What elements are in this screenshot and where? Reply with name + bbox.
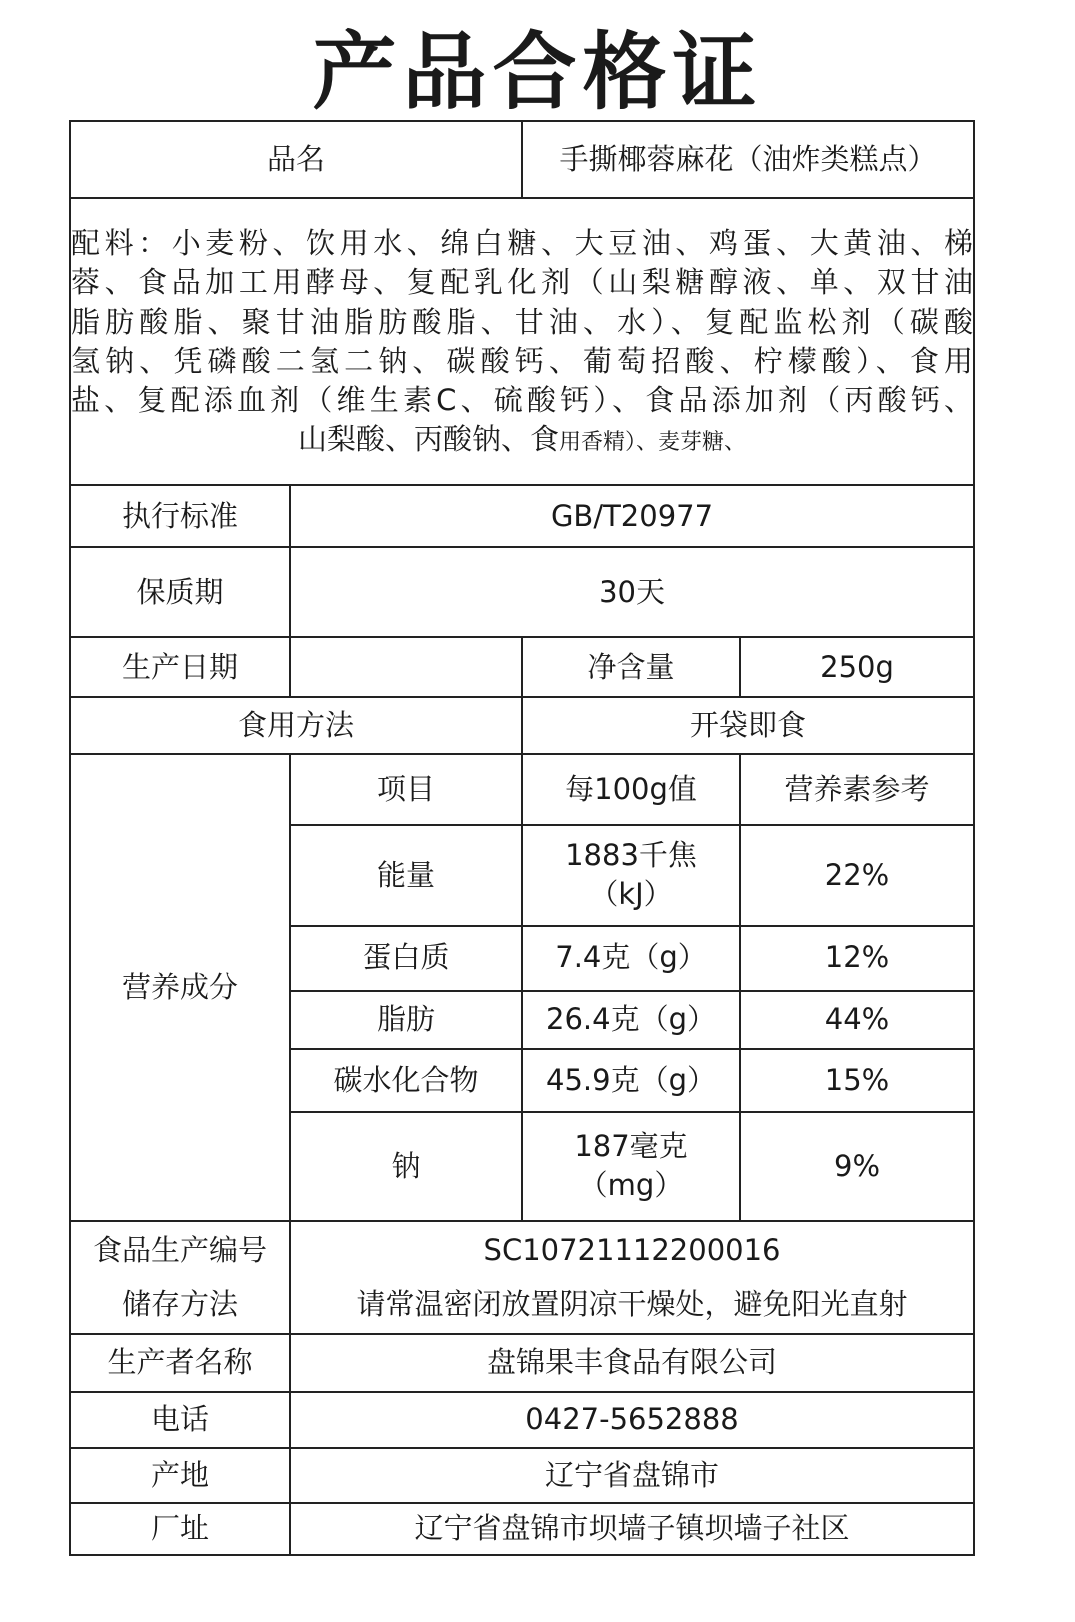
ingredients-line: 脂肪酸脂、聚甘油脂肪酸脂、甘油、水）、复配监松剂（碳酸 bbox=[71, 304, 974, 339]
nutrition-header-item: 项目 bbox=[290, 754, 522, 825]
certificate-table bbox=[69, 120, 975, 1556]
address-value: 辽宁省盘锦市坝墙子镇坝墙子社区 bbox=[290, 1503, 974, 1555]
standard-label: 执行标准 bbox=[70, 485, 290, 547]
nutrition-value-unit: （mg） bbox=[578, 1168, 684, 1203]
shelf-life-label: 保质期 bbox=[70, 547, 290, 637]
producer-value: 盘锦果丰食品有限公司 bbox=[290, 1334, 974, 1392]
phone-label: 电话 bbox=[70, 1392, 290, 1448]
address-label: 厂址 bbox=[70, 1503, 290, 1555]
nutrition-value-line: 187毫克 bbox=[574, 1128, 688, 1163]
nutrition-value: 26.4克（g） bbox=[522, 991, 740, 1049]
nutrition-value bbox=[522, 1112, 740, 1221]
ingredients-line: 盐、复配添血剂（维生素C、硫酸钙）、食品添加剂（丙酸钙、 bbox=[71, 382, 974, 417]
row-product-name bbox=[70, 121, 974, 198]
net-content-label: 净含量 bbox=[522, 637, 740, 697]
license-value: SC10721112200016 bbox=[483, 1233, 781, 1268]
nutrition-nrv: 44% bbox=[740, 991, 974, 1049]
storage-value: 请常温密闭放置阴凉干燥处，避免阳光直射 bbox=[356, 1287, 908, 1322]
nutrition-item: 蛋白质 bbox=[290, 926, 522, 991]
ingredients-line-main: 山梨酸、丙酸钠、食 bbox=[298, 421, 560, 456]
page-title: 产品合格证 bbox=[312, 23, 763, 121]
ingredients-line: 配料：小麦粉、饮用水、绵白糖、大豆油、鸡蛋、大黄油、梯 bbox=[71, 226, 974, 261]
nutrition-item: 能量 bbox=[290, 825, 522, 925]
nutrition-value-unit: （kJ） bbox=[589, 877, 673, 912]
standard-value: GB/T20977 bbox=[290, 485, 974, 547]
ingredients-cell bbox=[70, 198, 974, 485]
nutrition-nrv: 15% bbox=[740, 1049, 974, 1112]
product-name-value: 手撕椰蓉麻花（油炸类糕点） bbox=[522, 121, 974, 198]
nutrition-nrv: 12% bbox=[740, 926, 974, 991]
nutrition-label: 营养成分 bbox=[70, 754, 290, 1220]
producer-label: 生产者名称 bbox=[70, 1334, 290, 1392]
production-date-label: 生产日期 bbox=[70, 637, 290, 697]
nutrition-nrv: 22% bbox=[740, 825, 974, 925]
nutrition-item: 碳水化合物 bbox=[290, 1049, 522, 1112]
nutrition-header-value: 每100g值 bbox=[522, 754, 740, 825]
net-content-value: 250g bbox=[740, 637, 974, 697]
license-label: 食品生产编号 bbox=[92, 1233, 267, 1268]
ingredients-line: 氢钠、凭磷酸二氢二钠、碳酸钙、葡萄招酸、柠檬酸）、食用 bbox=[71, 343, 974, 378]
nutrition-item: 脂肪 bbox=[290, 991, 522, 1049]
origin-value: 辽宁省盘锦市 bbox=[290, 1448, 974, 1503]
shelf-life-value: 30天 bbox=[290, 547, 974, 637]
nutrition-item: 钠 bbox=[290, 1112, 522, 1221]
nutrition-header-nrv: 营养素参考 bbox=[740, 754, 974, 825]
nutrition-value-line: 1883千焦 bbox=[565, 838, 697, 873]
row-standard bbox=[70, 485, 974, 547]
usage-value: 开袋即食 bbox=[522, 697, 974, 754]
row-phone bbox=[70, 1392, 974, 1448]
row-usage bbox=[70, 697, 974, 754]
product-name-label: 品名 bbox=[70, 121, 522, 198]
nutrition-value bbox=[522, 825, 740, 925]
ingredients-line-small: 用香精）、麦芽糖、 bbox=[559, 429, 747, 455]
nutrition-nrv: 9% bbox=[740, 1112, 974, 1221]
row-license-storage bbox=[70, 1221, 974, 1334]
license-storage-values bbox=[290, 1221, 974, 1334]
production-date-value bbox=[290, 637, 522, 697]
row-origin bbox=[70, 1448, 974, 1503]
ingredients-line: 蓉、食品加工用酵母、复配乳化剂（山梨糖醇液、单、双甘油 bbox=[71, 265, 974, 300]
nutrition-value: 45.9克（g） bbox=[522, 1049, 740, 1112]
storage-label: 储存方法 bbox=[121, 1287, 238, 1322]
phone-value: 0427-5652888 bbox=[290, 1392, 974, 1448]
row-ingredients bbox=[70, 198, 974, 485]
nutrition-value: 7.4克（g） bbox=[522, 926, 740, 991]
origin-label: 产地 bbox=[70, 1448, 290, 1503]
row-date-net bbox=[70, 637, 974, 697]
row-shelf-life bbox=[70, 547, 974, 637]
license-storage-labels bbox=[70, 1221, 290, 1334]
row-address bbox=[70, 1503, 974, 1555]
row-producer bbox=[70, 1334, 974, 1392]
nutrition-header-row bbox=[70, 754, 974, 825]
ingredients-line-last bbox=[71, 420, 973, 459]
usage-label: 食用方法 bbox=[70, 697, 522, 754]
